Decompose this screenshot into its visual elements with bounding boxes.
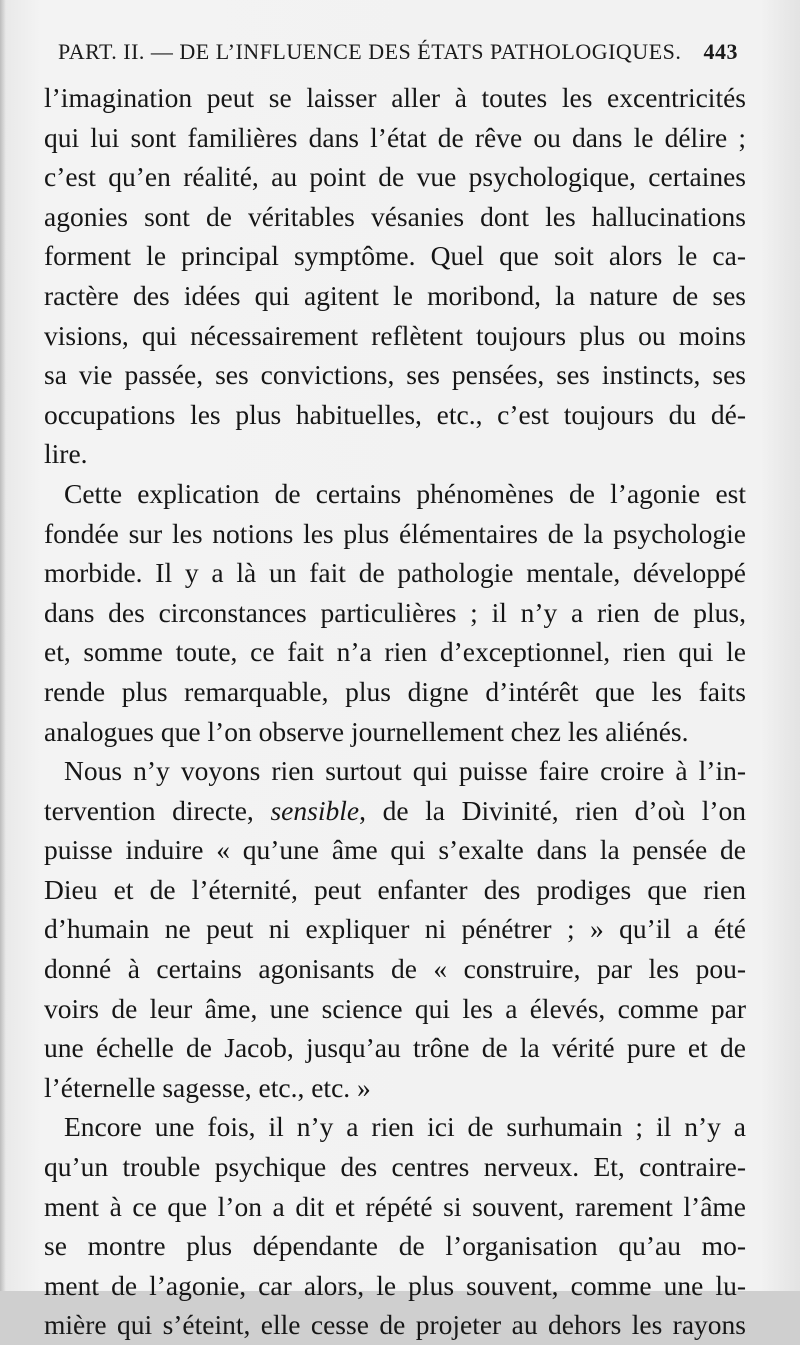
text-line: puisse induire « qu’une âme qui s’exalte dans la pensée de xyxy=(44,834,746,866)
text-line: Encore une fois, il n’y a rien ici de surhumain ; il n’y a xyxy=(64,1111,746,1143)
text-line: rende plus remarquable, plus digne d’intérêt que les faits xyxy=(44,675,746,707)
text-line: Cette explication de certains phénomènes de l’agonie est xyxy=(64,477,746,509)
running-head xyxy=(58,36,738,68)
text-line: morbide. Il y a là un fait de pathologie mentale, développé xyxy=(44,557,746,589)
text-line: qui lui sont familières dans l’état de rêve ou dans le délire ; xyxy=(44,121,746,153)
running-head-title: PART. II. — DE L’INFLUENCE DES ÉTATS PATHOLOGIQUES. xyxy=(58,39,682,64)
text-line: fondée sur les notions les plus élémentaires de la psychologie xyxy=(44,517,746,549)
text-line: une échelle de Jacob, jusqu’au trône de la vérité pure et de xyxy=(44,1032,746,1064)
text-line xyxy=(44,791,746,831)
text-line: et, somme toute, ce fait n’a rien d’exceptionnel, rien qui le xyxy=(44,636,746,668)
text-line: donné à certains agonisants de « construire, par les pou- xyxy=(44,953,746,985)
text-line: lire. xyxy=(44,438,88,470)
text-line: ment à ce que l’on a dit et répété si souvent, rarement l’âme xyxy=(44,1190,746,1222)
text-line: analogues que l’on observe journellement chez les aliénés. xyxy=(44,715,689,747)
text-line: visions, qui nécessairement reflètent toujours plus ou moins xyxy=(44,319,746,351)
text-line: c’est qu’en réalité, au point de vue psychologique, certaines xyxy=(44,161,746,193)
emphasis: sensible xyxy=(270,794,360,826)
text-line: voirs de leur âme, une science qui les a élevés, comme par xyxy=(44,992,746,1024)
text-line: se montre plus dépendante de l’organisation qu’au mo- xyxy=(44,1230,746,1262)
text-line: ractère des idées qui agitent le moribond, la nature de ses xyxy=(44,279,746,311)
text-line: ment de l’agonie, car alors, le plus souvent, comme une lu- xyxy=(44,1269,746,1301)
body-text xyxy=(44,78,746,1345)
text-line: forment le principal symptôme. Quel que soit alors le ca- xyxy=(44,240,746,272)
text-line: d’humain ne peut ni expliquer ni pénétrer ; » qu’il a été xyxy=(44,913,746,945)
text-line: sa vie passée, ses convictions, ses pensées, ses instincts, ses xyxy=(44,359,746,391)
text-line: agonies sont de véritables vésanies dont les hallucinations xyxy=(44,200,746,232)
text-line: dans des circonstances particulières ; il n’y a rien de plus, xyxy=(44,596,746,628)
text-line: occupations les plus habituelles, etc., c’est toujours du dé- xyxy=(44,398,746,430)
text-segment: tervention directe, xyxy=(44,794,271,826)
text-line: l’éternelle sagesse, etc., etc. » xyxy=(44,1071,371,1103)
text-line: l’imagination peut se laisser aller à toutes les excentricités xyxy=(44,82,746,113)
text-line: qu’un trouble psychique des centres nerveux. Et, contraire- xyxy=(44,1151,746,1183)
text-line: mière qui s’éteint, elle cesse de projeter au dehors les rayons xyxy=(44,1309,746,1341)
text-line: Dieu et de l’éternité, peut enfanter des prodiges que rien xyxy=(44,873,746,905)
text-line: Nous n’y voyons rien surtout qui puisse faire croire à l’in- xyxy=(64,755,746,787)
text-segment: , de la Divinité, rien d’où l’on xyxy=(359,794,747,826)
page-number: 443 xyxy=(703,39,738,64)
